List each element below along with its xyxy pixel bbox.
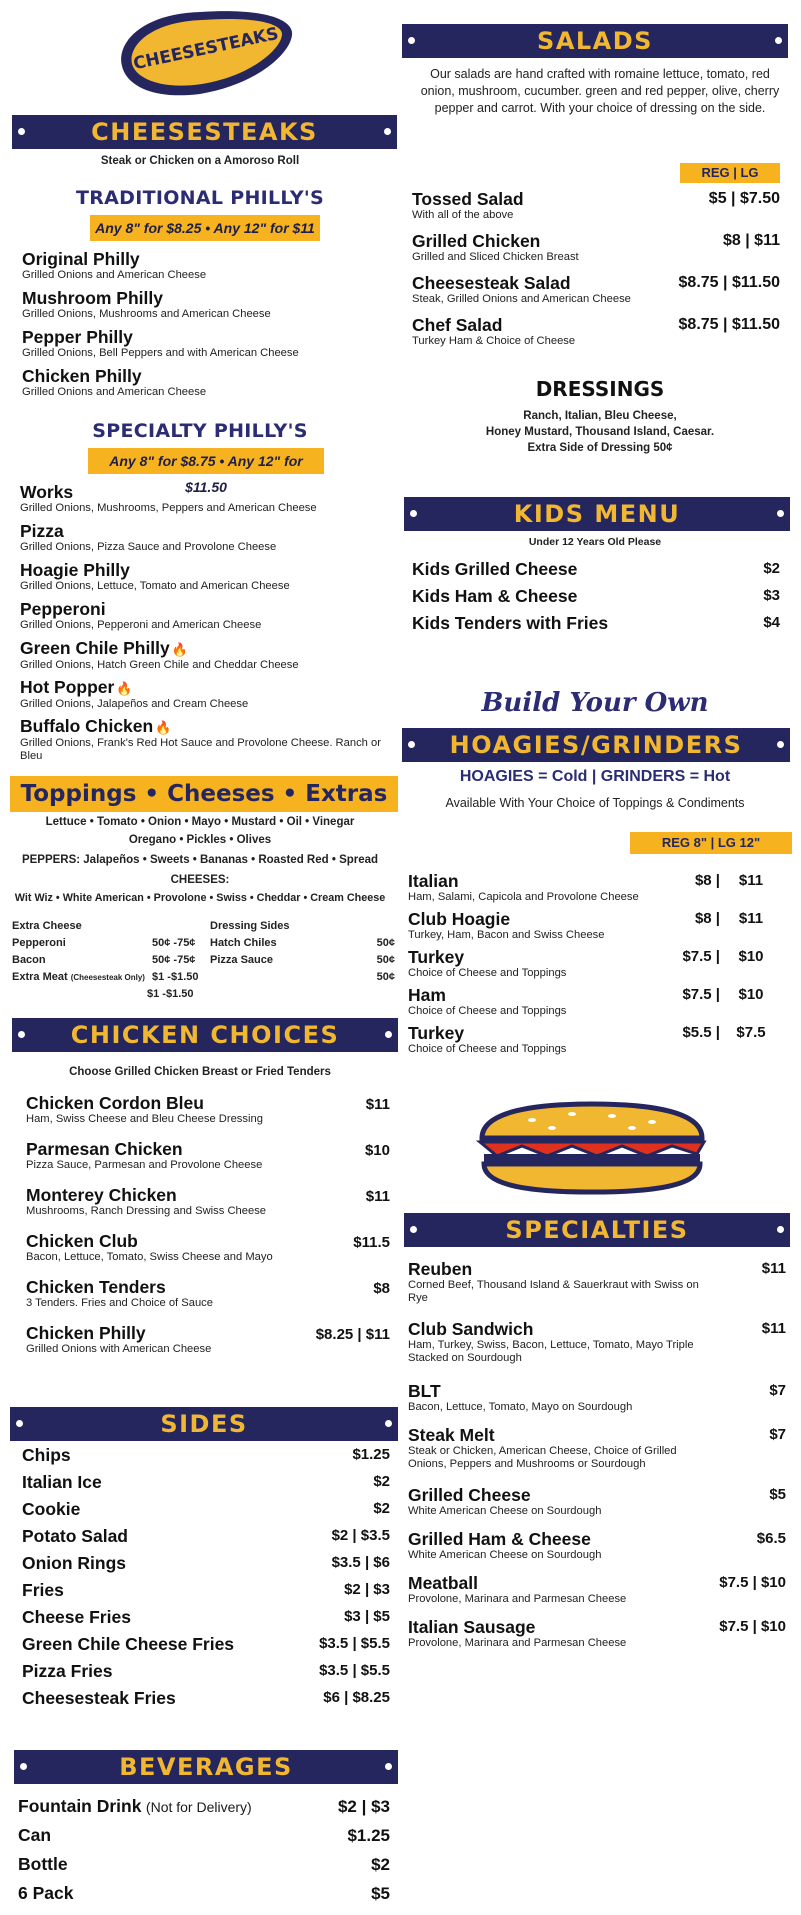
hoagie-item: Italian Ham, Salami, Capicola and Provolone Cheese <box>408 871 639 903</box>
item-price: $11 <box>365 1188 390 1205</box>
lg-price: $7.5 <box>736 1024 766 1041</box>
item-price: $11.5 <box>353 1234 390 1251</box>
menu-item: Chicken Cordon Bleu Ham, Swiss Cheese and Bleu Cheese Dressing <box>26 1093 263 1125</box>
extras-list: Extra Cheese 50¢ -75¢ Pepperoni 50¢ -75¢ Bacon $1 -$1.50 Extra Meat (Cheesesteak Only) $1 -$1.50 <box>12 920 199 1000</box>
specialties-banner: SPECIALTIES <box>404 1213 790 1247</box>
item-price: $7.5 | $10 <box>719 1618 786 1635</box>
item-price: $8 | $11 <box>723 232 780 249</box>
item-price: $1.25 <box>352 1446 390 1463</box>
salads-size-header: REG | LG <box>680 163 780 183</box>
extras-list-2: Dressing Sides 50¢ Hatch Chiles 50¢ Pizza Sauce 50¢ <box>210 920 395 983</box>
item-price: $4 <box>763 614 780 631</box>
item-price: $7 <box>769 1426 786 1443</box>
item-price: $6 | $8.25 <box>323 1689 390 1706</box>
logo-text: CHEESESTEAKS <box>131 23 281 75</box>
lg-price: $10 <box>738 948 764 965</box>
item-price: $3.5 | $5.5 <box>319 1635 390 1652</box>
beverages-banner: BEVERAGES <box>14 1750 398 1784</box>
hoagie-item: Turkey Choice of Cheese and Toppings <box>408 947 567 979</box>
menu-item: Hot Popper 🔥 Grilled Onions, Jalapeños and Cream Cheese <box>20 677 249 710</box>
specialty-item: Italian Sausage Provolone, Marinara and Parmesan Cheese <box>408 1617 627 1649</box>
menu-item: Chicken Philly Grilled Onions and American Cheese <box>22 366 207 398</box>
specialty-item: Reuben Corned Beef, Thousand Island & Sauerkraut with Swiss on Rye <box>408 1259 699 1304</box>
dressings-extra: Extra Side of Dressing 50¢ <box>527 442 673 454</box>
cheeses-label: CHEESES: <box>170 874 230 886</box>
menu-item: Green Chile Philly 🔥 Grilled Onions, Hatch Green Chile and Cheddar Cheese <box>20 638 299 671</box>
side-item: Cheesesteak Fries <box>22 1688 176 1708</box>
menu-item: Chicken Tenders 3 Tenders. Fries and Choice of Sauce <box>26 1277 213 1309</box>
hoagie-item: Club Hoagie Turkey, Ham, Bacon and Swiss Cheese <box>408 909 605 941</box>
item-price: $1.25 <box>347 1826 390 1845</box>
cheesesteaks-banner: CHEESESTEAKS <box>12 115 397 149</box>
menu-item: Mushroom Philly Grilled Onions, Mushrooms and American Cheese <box>22 288 271 320</box>
specialty-heading: SPECIALTY PHILLY'S <box>92 420 308 442</box>
reg-price: $8 | <box>694 872 720 889</box>
menu-item: Kids Tenders with Fries <box>412 613 609 633</box>
chicken-subtitle: Choose Grilled Chicken Breast or Fried Tenders <box>69 1066 331 1078</box>
item-price: $2 | $3.5 <box>331 1527 390 1544</box>
menu-item: Monterey Chicken Mushrooms, Ranch Dressing and Swiss Cheese <box>26 1185 267 1217</box>
kids-subtitle: Under 12 Years Old Please <box>528 536 662 548</box>
specialty-pricing: Any 8" for $8.75 • Any 12" for $11.50 <box>88 448 324 474</box>
toppings-banner: Toppings • Cheeses • Extras <box>10 776 398 812</box>
menu-item: Works Grilled Onions, Mushrooms, Peppers and American Cheese <box>20 482 317 514</box>
item-price: $2 <box>763 560 780 577</box>
menu-item: Pepper Philly Grilled Onions, Bell Peppers and with American Cheese <box>22 327 299 359</box>
side-item: Green Chile Cheese Fries <box>22 1634 235 1654</box>
salads-banner: SALADS <box>402 24 788 58</box>
cheeses-line: Wit Wiz • White American • Provolone • Swiss • Cheddar • Cream Cheese <box>14 892 386 904</box>
item-price: $3 <box>763 587 780 604</box>
menu-item: Cheesesteak Salad Steak, Grilled Onions and American Cheese <box>412 273 631 305</box>
sandwich-icon <box>472 1098 712 1198</box>
item-price: $5 | $7.50 <box>708 190 780 207</box>
menu-item: Kids Grilled Cheese <box>412 559 578 579</box>
hoagies-subtitle: HOAGIES = Cold | GRINDERS = Hot <box>459 768 731 785</box>
hoagies-banner: HOAGIES/GRINDERS <box>402 728 790 762</box>
toppings-line: Oregano • Pickles • Olives <box>128 834 272 846</box>
lg-price: $11 <box>738 872 764 889</box>
menu-item: Original Philly Grilled Onions and American Cheese <box>22 249 207 281</box>
hoagies-note: Available With Your Choice of Toppings & Condiments <box>445 796 745 810</box>
item-price: $3.5 | $6 <box>331 1554 390 1571</box>
lg-price: $11 <box>738 910 764 927</box>
toppings-line: Lettuce • Tomato • Onion • Mayo • Mustard • Oil • Vinegar <box>45 816 355 828</box>
menu-item: Grilled Chicken Grilled and Sliced Chicken Breast <box>412 231 579 263</box>
salads-intro: Our salads are hand crafted with romaine lettuce, tomato, red onion, mushroom, cucumber. green and red pepper, olive, cherry pepper and carrot. With your choice of dressing on the side. <box>420 67 780 115</box>
item-price: $5 <box>769 1486 786 1503</box>
build-your-own-script: Build Your Own <box>481 688 709 718</box>
cheesesteak-logo <box>110 4 300 104</box>
menu-item: Kids Ham & Cheese <box>412 586 578 606</box>
side-item: Pizza Fries <box>22 1661 113 1681</box>
traditional-heading: TRADITIONAL PHILLY'S <box>75 187 325 209</box>
menu-item: Chef Salad Turkey Ham & Choice of Cheese <box>412 315 576 347</box>
dressings-line: Ranch, Italian, Bleu Cheese, <box>523 410 677 422</box>
menu-item: Bottle <box>18 1854 68 1874</box>
side-item: Potato Salad <box>22 1526 128 1546</box>
hoagies-size-header: REG 8" | LG 12" <box>630 832 792 854</box>
item-price: $2 <box>373 1500 390 1517</box>
menu-item: Fountain Drink (Not for Delivery) <box>18 1796 252 1816</box>
item-price: $3.5 | $5.5 <box>319 1662 390 1679</box>
item-price: $7 <box>769 1382 786 1399</box>
menu-item: Hoagie Philly Grilled Onions, Lettuce, Tomato and American Cheese <box>20 560 290 592</box>
reg-price: $7.5 | <box>682 948 720 965</box>
item-price: $2 | $3 <box>337 1797 390 1816</box>
kids-banner: KIDS MENU <box>404 497 790 531</box>
item-price: $2 | $3 <box>344 1581 390 1598</box>
specialty-item: BLT Bacon, Lettuce, Tomato, Mayo on Sourdough <box>408 1381 633 1413</box>
side-item: Onion Rings <box>22 1553 127 1573</box>
side-item: Cheese Fries <box>22 1607 131 1627</box>
side-item: Cookie <box>22 1499 81 1519</box>
menu-item: Parmesan Chicken Pizza Sauce, Parmesan and Provolone Cheese <box>26 1139 263 1171</box>
menu-item: Pizza Grilled Onions, Pizza Sauce and Provolone Cheese <box>20 521 277 553</box>
side-item: Italian Ice <box>22 1472 102 1492</box>
specialty-item: Meatball Provolone, Marinara and Parmesan Cheese <box>408 1573 627 1605</box>
menu-item: Chicken Philly Grilled Onions with American Cheese <box>26 1323 212 1355</box>
item-price: $8 <box>373 1280 390 1297</box>
hot-flame-icon: 🔥 <box>116 681 133 696</box>
specialty-item: Steak Melt Steak or Chicken, American Cheese, Choice of Grilled Onions, Peppers and Mushrooms or Sourdough <box>408 1425 677 1470</box>
dressings-line: Honey Mustard, Thousand Island, Caesar. <box>485 426 715 438</box>
menu-item: Buffalo Chicken 🔥 Grilled Onions, Frank's Red Hot Sauce and Provolone Cheese. Ranch or Bleu <box>20 716 381 762</box>
item-price: $2 <box>373 1473 390 1490</box>
side-item: Chips <box>22 1445 71 1465</box>
item-price: $11 <box>761 1260 786 1277</box>
hot-flame-icon: 🔥 <box>155 720 172 735</box>
menu-item: Tossed Salad With all of the above <box>412 189 524 221</box>
reg-price: $8 | <box>694 910 720 927</box>
peppers-line: PEPPERS: Jalapeños • Sweets • Bananas • Roasted Red • Spread <box>21 854 379 866</box>
lg-price: $10 <box>738 986 764 1003</box>
menu-item: Can <box>18 1825 52 1845</box>
specialty-item: Grilled Ham & Cheese White American Cheese on Sourdough <box>408 1529 602 1561</box>
hot-flame-icon: 🔥 <box>171 642 188 657</box>
sides-banner: SIDES <box>10 1407 398 1441</box>
traditional-pricing: Any 8" for $8.25 • Any 12" for $11 <box>90 215 320 241</box>
chicken-banner: CHICKEN CHOICES <box>12 1018 398 1052</box>
item-price: $5 <box>371 1884 390 1903</box>
dressings-title: DRESSINGS <box>535 377 665 401</box>
hoagie-item: Ham Choice of Cheese and Toppings <box>408 985 567 1017</box>
item-price: $10 <box>364 1142 390 1159</box>
reg-price: $5.5 | <box>682 1024 720 1041</box>
specialty-item: Grilled Cheese White American Cheese on Sourdough <box>408 1485 602 1517</box>
menu-item: Pepperoni Grilled Onions, Pepperoni and American Cheese <box>20 599 262 631</box>
item-price: $7.5 | $10 <box>719 1574 786 1591</box>
reg-price: $7.5 | <box>682 986 720 1003</box>
item-price: $3 | $5 <box>344 1608 390 1625</box>
hoagie-item: Turkey Choice of Cheese and Toppings <box>408 1023 567 1055</box>
item-price: $8.25 | $11 <box>315 1326 390 1343</box>
item-price: $6.5 <box>756 1530 786 1547</box>
item-price: $8.75 | $11.50 <box>678 316 780 333</box>
specialty-item: Club Sandwich Ham, Turkey, Swiss, Bacon, Lettuce, Tomato, Mayo Triple Stacked on Sourdough <box>408 1319 694 1364</box>
side-item: Fries <box>22 1580 64 1600</box>
item-price: $11 <box>365 1096 390 1113</box>
item-price: $11 <box>761 1320 786 1337</box>
menu-item: 6 Pack <box>18 1883 74 1903</box>
cheesesteaks-subtitle: Steak or Chicken on a Amoroso Roll <box>100 155 300 167</box>
menu-item: Chicken Club Bacon, Lettuce, Tomato, Swiss Cheese and Mayo <box>26 1231 273 1263</box>
item-price: $8.75 | $11.50 <box>678 274 780 291</box>
item-price: $2 <box>371 1855 390 1874</box>
